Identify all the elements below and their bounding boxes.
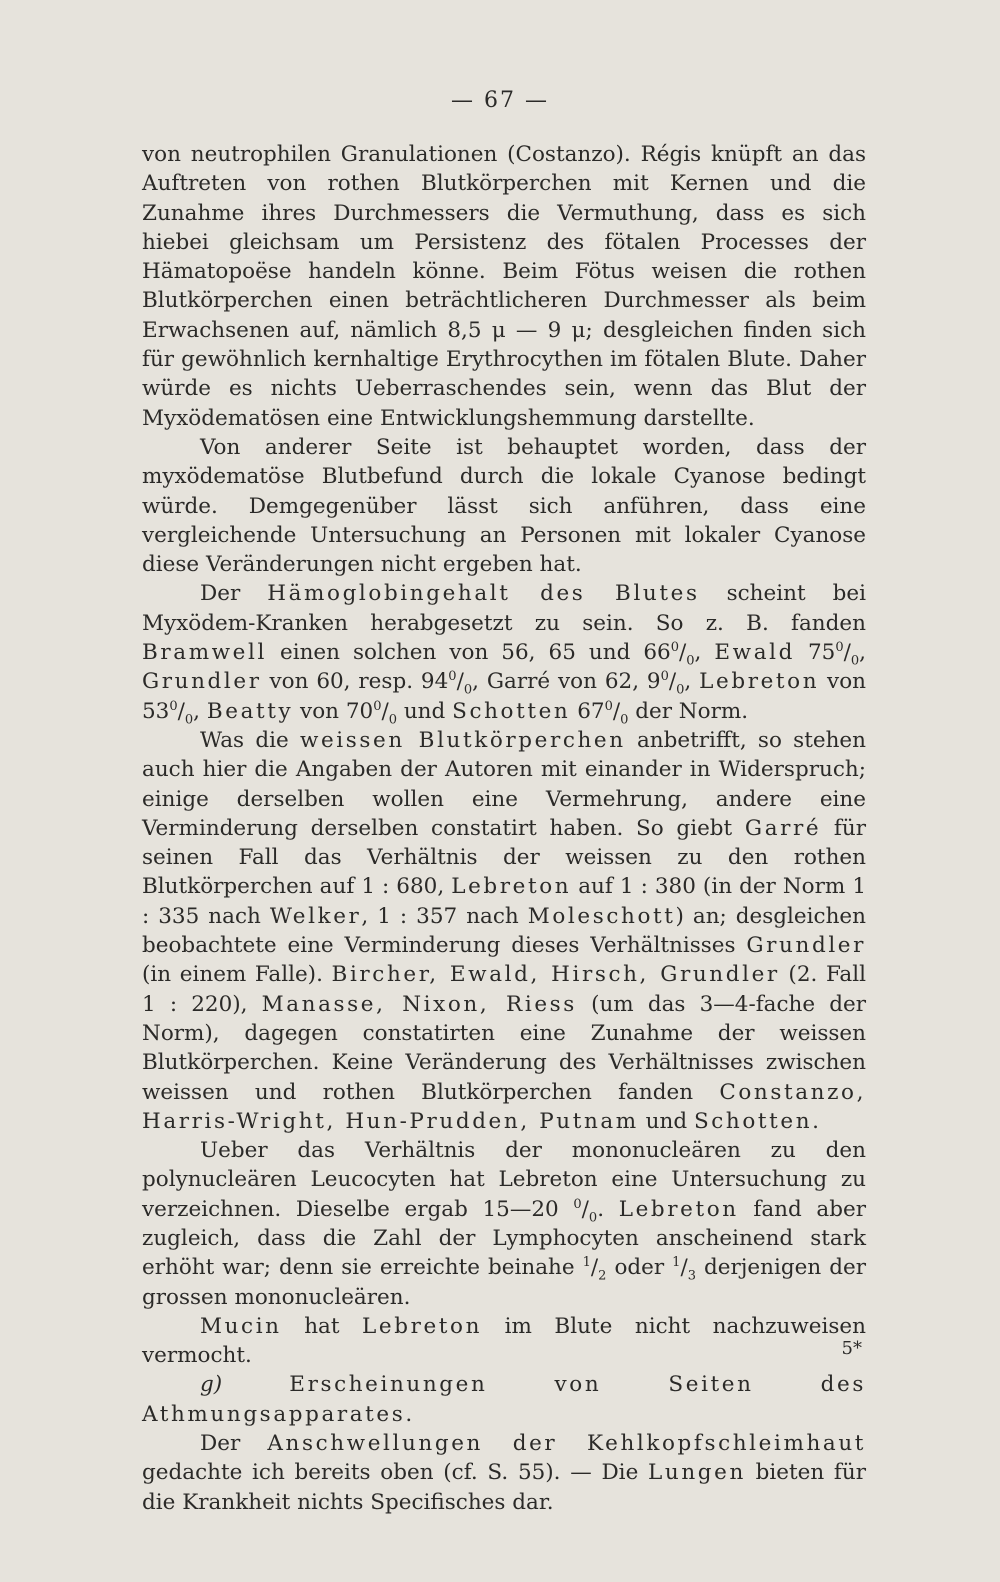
paragraph-5: Ueber das Verhältnis der mononucleären zu den polynucleären Leucocyten hat Lebreton eine Untersuchung zu verzeichnen. Dieselbe ergab 15—20 $^0/_0$. Lebreton fand aber zugleich, dass die Zahl der Lymphocyten anscheinend stark erhöht war; denn sie erreichte beinahe $^1/_2$ oder $^1/_3$ derjenigen der grossen mononucleären. <box>142 1138 866 1310</box>
paragraph-6: Mucin hat Lebreton im Blute nicht nachzuweisen vermocht. <box>142 1313 866 1369</box>
section-heading-g: g) Erscheinungen von Seiten des Athmungsapparates. <box>142 1372 866 1427</box>
page-number: — 67 — <box>451 88 549 113</box>
signature-mark: 5* <box>841 1338 862 1359</box>
paragraph-7: Der Anschwellungen der Kehlkopfschleimhaut gedachte ich bereits oben (cf. S. 55). — Die Lungen bieten für die Krankheit nichts Specifisches dar. <box>142 1431 867 1515</box>
body-text <box>142 140 866 1517</box>
paragraph-2: Von anderer Seite ist behauptet worden, dass der myxödematöse Blutbefund durch die lokale Cyanose bedingt würde. Demgegenüber lässt sich anführen, dass eine vergleichende Untersuchung an Personen mit lokaler Cyanose diese Veränderungen nicht ergeben hat. <box>142 434 866 578</box>
paragraph-3: Der Hämoglobingehalt des Blutes scheint bei Myxödem-Kranken herabgesetzt zu sein. So z. B. fanden Bramwell einen solchen von 56, 65 und $66^0/_0$, Ewald $75^0/_0$, Grundler von 60, resp. $94^0/_0$, Garré von 62, $9^0/_0$, Lebreton von $53^0/_0$, Beatty von $70^0/_0$ und Schotten $67^0/_0$ der Norm. <box>142 581 867 727</box>
paragraph-4: Was die weissen Blutkörperchen anbetrifft, so stehen auch hier die Angaben der Autoren mit einander in Widerspruch; einige derselben wollen eine Vermehrung, andere eine Verminderung derselben constatirt haben. So giebt Garré für seinen Fall das Verhältnis der weissen zu den rothen Blutkörperchen auf 1 : 680, Lebreton auf 1 : 380 (in der Norm 1 : 335 nach Welker, 1 : 357 nach Moleschott) an; desgleichen beobachtete eine Verminderung dieses Verhältnisses Grundler (in einem Falle). Bircher, Ewald, Hirsch, Grundler (2. Fall 1 : 220), Manasse, Nixon, Riess (um das 3—4-fache der Norm), dagegen constatirten eine Zunahme der weissen Blutkörperchen. Keine Veränderung des Verhältnisses zwischen weissen und rothen Blutkörperchen fanden Constanzo, Harris-Wright, Hun-Prudden, Putnam und Schotten. <box>142 727 866 1134</box>
paragraph-1: von neutrophilen Granulationen (Costanzo). Régis knüpft an das Auftreten von rothen Blutkörperchen mit Kernen und die Zunahme ihres Durchmessers die Vermuthung, dass es sich hiebei gleichsam um Persistenz des fötalen Processes der Hämatopoëse handeln könne. Beim Fötus weisen die rothen Blutkörperchen einen beträchtlicheren Durchmesser als beim Erwachsenen auf, nämlich 8,5 μ — 9 μ; desgleichen finden sich für gewöhnlich kernhaltige Erythrocythen im fötalen Blute. Daher würde es nichts Ueberraschendes sein, wenn das Blut der Myxödematösen eine Entwicklungshemmung darstellte. <box>142 142 866 431</box>
